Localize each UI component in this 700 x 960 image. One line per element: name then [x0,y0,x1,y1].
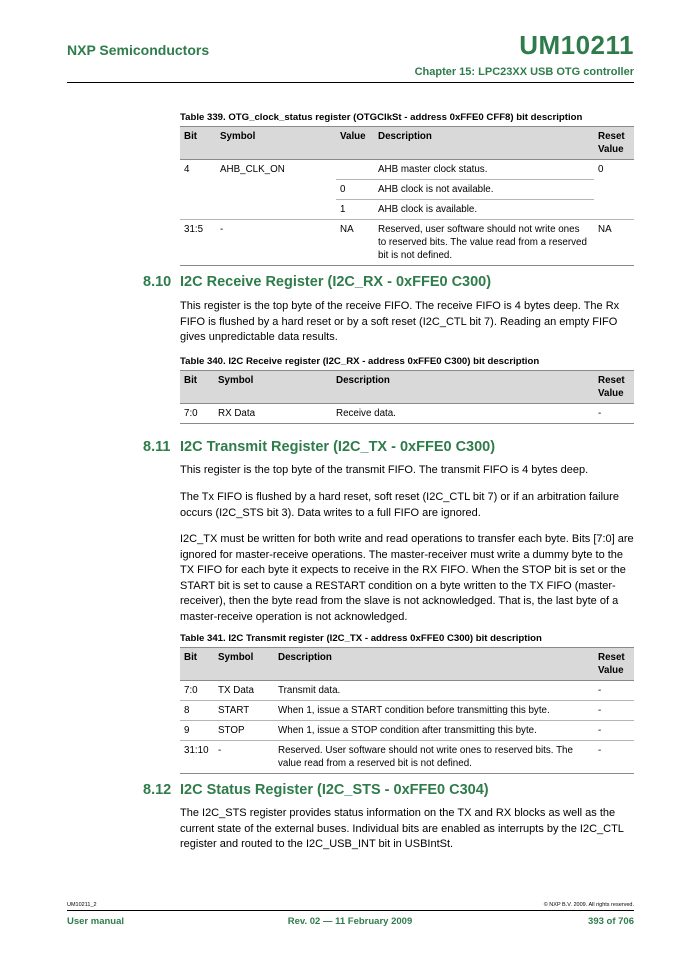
footer-rule [67,910,634,911]
cell-bit: 31:10 [180,741,214,774]
cell-symbol: RX Data [214,404,332,424]
table-341-caption: Table 341. I2C Transmit register (I2C_TX - address 0xFFE0 C300) bit description [180,633,542,644]
cell-value [336,160,374,180]
footer-copyright: © NXP B.V. 2009. All rights reserved. [543,902,634,908]
cell-description: When 1, issue a STOP condition after transmitting this byte. [274,721,594,741]
footer-revision: Rev. 02 — 11 February 2009 [287,916,413,927]
cell-symbol: AHB_CLK_ON [220,164,285,175]
cell-bit: 8 [180,701,214,721]
cell-reset: 0 [598,164,604,175]
table-row [180,701,634,721]
cell-bit: 7:0 [180,404,214,424]
table-row [180,200,634,220]
col-description: Description [332,371,594,404]
cell-description: Receive data. [332,404,594,424]
cell-description: When 1, issue a START condition before transmitting this byte. [274,701,594,721]
table-row [180,721,634,741]
col-bit: Bit [180,648,214,681]
table-row [180,160,634,180]
col-reset-value: Reset Value [594,648,634,681]
cell-reset: - [594,701,634,721]
col-description: Description [374,127,594,160]
section-8-11-paragraph-2: The Tx FIFO is flushed by a hard reset, soft reset (I2C_CTL bit 7) or if an arbitration failure occurs (I2C_STS bit 3). Data writes to a full FIFO are ignored. [180,491,619,519]
header-chapter: Chapter 15: LPC23XX USB OTG controller [414,66,634,78]
cell-description: AHB clock is available. [374,200,594,220]
col-value: Value [336,127,374,160]
cell-value: 0 [336,180,374,200]
cell-reset: NA [594,220,634,266]
section-8-11-paragraph-3: I2C_TX must be written for both write and read operations to transfer each byte. Bits [7:0] are ignored for master-receive operations. The master-receiver must write a dummy byte to the TX FIFO for each byte it expects to receive in the RX FIFO. When the STOP bit is set or the START bit is set to cause a RESTART condition on a byte written to the TX FIFO (master-receiver), then the byte read from the slave is not acknowledged. That is, the last byte of a master-receive operation is not acknowledged. [180,533,634,623]
col-symbol: Symbol [216,127,336,160]
table-row [180,180,634,200]
table-340-caption: Table 340. I2C Receive register (I2C_RX - address 0xFFE0 C300) bit description [180,356,540,367]
col-bit: Bit [180,371,214,404]
cell-reset [594,180,634,200]
cell-bit: 9 [180,721,214,741]
header-rule [67,82,634,83]
cell-value: 1 [336,200,374,220]
cell-value: NA [336,220,374,266]
section-title: I2C Receive Register (I2C_RX - 0xFFE0 C300) [180,274,492,290]
footer-page-number: 393 of 706 [588,916,634,927]
col-description: Description [274,648,594,681]
section-8-12-paragraph: The I2C_STS register provides status information on the TX and RX blocks as well as the current state of the external buses. Individual bits are enabled as interrupts by the I2C_CTL register and routed to the I2C_USB_INT bit in USBIntSt. [180,807,624,851]
col-bit: Bit [180,127,216,160]
header-company: NXP Semiconductors [67,42,210,58]
footer-doc-code: UM10211_2 [67,902,97,908]
table-header-row [180,648,634,681]
table-row [180,404,634,424]
table-row [180,681,634,701]
cell-symbol: - [214,741,274,774]
col-symbol: Symbol [214,648,274,681]
table-row [180,220,634,266]
cell-bit: 4 [184,164,190,175]
cell-reset [594,200,634,220]
col-symbol: Symbol [214,371,332,404]
cell-description: Transmit data. [274,681,594,701]
section-8-11-paragraph-1: This register is the top byte of the transmit FIFO. The transmit FIFO is 4 bytes deep. [180,464,589,476]
col-reset-value: Reset Value [594,127,634,160]
col-reset-value: Reset Value [594,371,634,404]
footer-doc-type: User manual [67,916,125,927]
table-340 [180,370,634,424]
section-number: 8.10 [143,274,172,290]
cell-symbol [216,200,336,220]
cell-description: AHB master clock status. [374,160,594,180]
cell-reset: - [594,741,634,774]
section-number: 8.12 [143,782,172,798]
cell-description: Reserved. User software should not write ones to reserved bits. The value read from a reserved bit is not defined. [274,741,594,774]
table-339 [180,126,634,266]
table-header-row [180,371,634,404]
table-341 [180,647,634,774]
cell-bit: 31:5 [180,220,216,266]
cell-reset: - [594,721,634,741]
cell-symbol: TX Data [214,681,274,701]
header-doc-id: UM10211 [519,30,634,60]
cell-symbol: START [214,701,274,721]
table-339-caption: Table 339. OTG_clock_status register (OTGClkSt - address 0xFFE0 CFF8) bit description [180,112,583,123]
section-title: I2C Transmit Register (I2C_TX - 0xFFE0 C300) [180,439,496,455]
cell-bit [180,200,216,220]
cell-reset: - [594,681,634,701]
cell-symbol [216,180,336,200]
section-number: 8.11 [143,439,171,455]
table-row [180,741,634,774]
section-title: I2C Status Register (I2C_STS - 0xFFE0 C304) [180,782,489,798]
cell-description: AHB clock is not available. [374,180,594,200]
cell-bit: 7:0 [180,681,214,701]
cell-reset: - [594,404,634,424]
cell-bit [180,180,216,200]
cell-symbol: - [216,220,336,266]
section-8-10-paragraph: This register is the top byte of the receive FIFO. The receive FIFO is 4 bytes deep. The Rx FIFO is flushed by a hard reset or by a soft reset (I2C_CTL bit 7). Reading an empty FIFO gives unpredictable data results. [180,300,620,344]
cell-symbol: STOP [214,721,274,741]
cell-description: Reserved, user software should not write ones to reserved bits. The value read from a reserved bit is not defined. [374,220,594,266]
table-header-row [180,127,634,160]
